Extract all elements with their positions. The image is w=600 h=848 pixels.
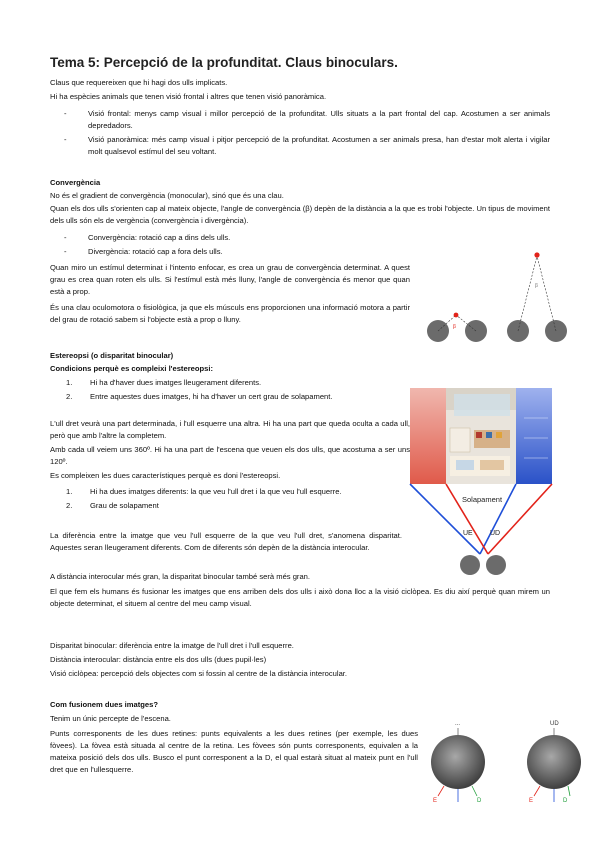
ud-label: UD — [490, 530, 501, 537]
definition-interocular-distance: Distància interocular: distància entre els dos ulls (dues pupil·les) — [50, 655, 267, 664]
paragraph: Amb cada ull veiem uns 360º. Hi ha una part de l'escena que veuen els dos ulls, que acostuma a ser uns 120º. — [50, 445, 410, 466]
paragraph: A distància interocular més gran, la disparitat binocular també serà més gran. — [50, 572, 311, 581]
list-text: Visió frontal: menys camp visual i millor percepció de la profunditat. Ulls situats a la part frontal del cap. Acostumen a ser animals depredadors. — [88, 109, 550, 130]
list-marker: 2. — [66, 392, 73, 401]
d-label: D — [477, 798, 482, 804]
list-marker: - — [64, 135, 67, 144]
d-label: D — [563, 798, 568, 804]
paragraph: La diferència entre la imatge que veu l'ull esquerre de la que veu l'ull dret, s'anomena disparitat. Aquestes seran lleugerament diferents. Com de diferents són depèn de la distància interocular. — [50, 531, 402, 552]
section-heading-convergence: Convergència — [50, 178, 101, 187]
paragraph: Tenim un únic percepte de l'escena. — [50, 714, 171, 723]
page-title: Tema 5: Percepció de la profunditat. Claus binoculars. — [50, 55, 398, 70]
list-text: Divergència: rotació cap a fora dels ulls. — [88, 247, 223, 256]
e-label: E — [529, 798, 534, 804]
list-text: Entre aquestes dues imatges, hi ha d'haver un cert grau de solapament. — [90, 392, 333, 401]
paragraph: Punts corresponents de les dues retines: punts equivalents a les dues retines (per exemple, les dues fòvees). La fòvea està situada al centre de la retina. Les fòvees són punts corresponents, equivalen a la mateixa posició dels dos ulls. Busco el punt corresponent a la D, el qual estarà situat al mateix punt en l'ull dret que en l'ullesquerre. — [50, 729, 418, 774]
beta-label: β — [535, 283, 538, 289]
list-text: Grau de solapament — [90, 501, 159, 510]
definition-binocular-disparity: Disparitat binocular: diferència entre la imatge de l'ull dret i l'ull esquerre. — [50, 641, 294, 650]
stereo-overlap-figure — [410, 388, 555, 578]
right-eye-retina — [527, 728, 581, 804]
left-eye-retina — [431, 728, 485, 804]
definition-cyclopean-vision: Visió ciclòpea: percepció dels objectes com si fossin al centre de la distància interocular. — [50, 669, 348, 678]
left-eye — [460, 555, 480, 575]
ue-label: UE — [463, 530, 473, 537]
far-target — [534, 252, 539, 257]
e-label: E — [433, 798, 438, 804]
paragraph: El que fem els humans és fusionar les imatges que ens arriben dels dos ulls i això dona lloc a la visió ciclòpea. Es diu així perquè quan mirem un objecte determinat, el situem al centre del meu camp visual. — [50, 587, 550, 608]
paragraph: Condicions perquè es compleixi l'estereopsi: — [50, 364, 214, 373]
paragraph: És una clau oculomotora o fisiològica, ja que els músculs ens proporcionen una informació motora a partir del grau de rotació sabem si l'objecte està a prop o lluny. — [50, 303, 410, 324]
right-eye — [486, 555, 506, 575]
paragraph: Es compleixen les dues característiques perquè es doni l'estereopsi. — [50, 471, 281, 480]
intro-line-1: Claus que requereixen que hi hagi dos ulls implicats. — [50, 78, 228, 87]
room-photo — [410, 388, 552, 484]
left-eye-label: ... — [455, 721, 461, 727]
paragraph: Quan els dos ulls s'orienten cap al mateix objecte, l'angle de convergència (β) depèn de la distància a la que es trobi l'objecte. Un tipus de moviment dels ulls són els de vergència (convergència i divergència). — [50, 204, 550, 225]
list-item — [64, 232, 550, 244]
beta-label: β — [453, 324, 456, 330]
near-convergence — [427, 313, 487, 342]
list-item — [64, 134, 550, 158]
retina-diagram — [420, 716, 570, 806]
near-target — [454, 313, 459, 318]
list-marker: - — [64, 109, 67, 118]
list-text: Visió panoràmica: més camp visual i pitjor percepció de la profunditat. Acostumen a ser animals presa, han d'estar molt alerta i vigilar molt qualsevol estímul del seu voltant. — [88, 135, 550, 156]
list-item — [66, 500, 406, 512]
list-text: Convergència: rotació cap a dins dels ulls. — [88, 233, 231, 242]
list-text: Hi ha d'haver dues imatges lleugerament diferents. — [90, 378, 262, 387]
far-convergence — [507, 252, 567, 342]
paragraph: L'ull dret veurà una part determinada, i l'ull esquerre una altra. Hi ha una part que queda oculta a cada ull, però que amb l'altre la completem. — [50, 419, 410, 440]
convergence-diagram — [420, 245, 570, 345]
list-text: Hi ha dues imatges diferents: la que veu l'ull dret i la que veu l'ull esquerre. — [90, 487, 342, 496]
intro-line-2: Hi ha espècies animals que tenen visió frontal i altres que tenen visió panoràmica. — [50, 92, 327, 101]
overlap-label: Solapament — [462, 495, 503, 504]
paragraph: No és el gradient de convergència (monocular), sinó que és una clau. — [50, 191, 284, 200]
list-marker: 1. — [66, 487, 73, 496]
paragraph: Quan miro un estímul determinat i l'intento enfocar, es crea un grau de convergència determinat. A quest grau es crea quan roten els ulls. Si l'estímul està més lluny, l'angle de convergència és menor que quan està a prop. — [50, 263, 410, 296]
right-eye-label: UD — [550, 721, 559, 727]
list-item — [64, 108, 550, 132]
list-marker: - — [64, 247, 67, 256]
section-heading-fusion: Com fusionem dues imatges? — [50, 700, 159, 709]
list-marker: - — [64, 233, 67, 242]
section-heading-stereopsis: Estereopsi (o disparitat binocular) — [50, 351, 174, 360]
list-marker: 1. — [66, 378, 73, 387]
list-marker: 2. — [66, 501, 73, 510]
list-item — [66, 486, 406, 498]
